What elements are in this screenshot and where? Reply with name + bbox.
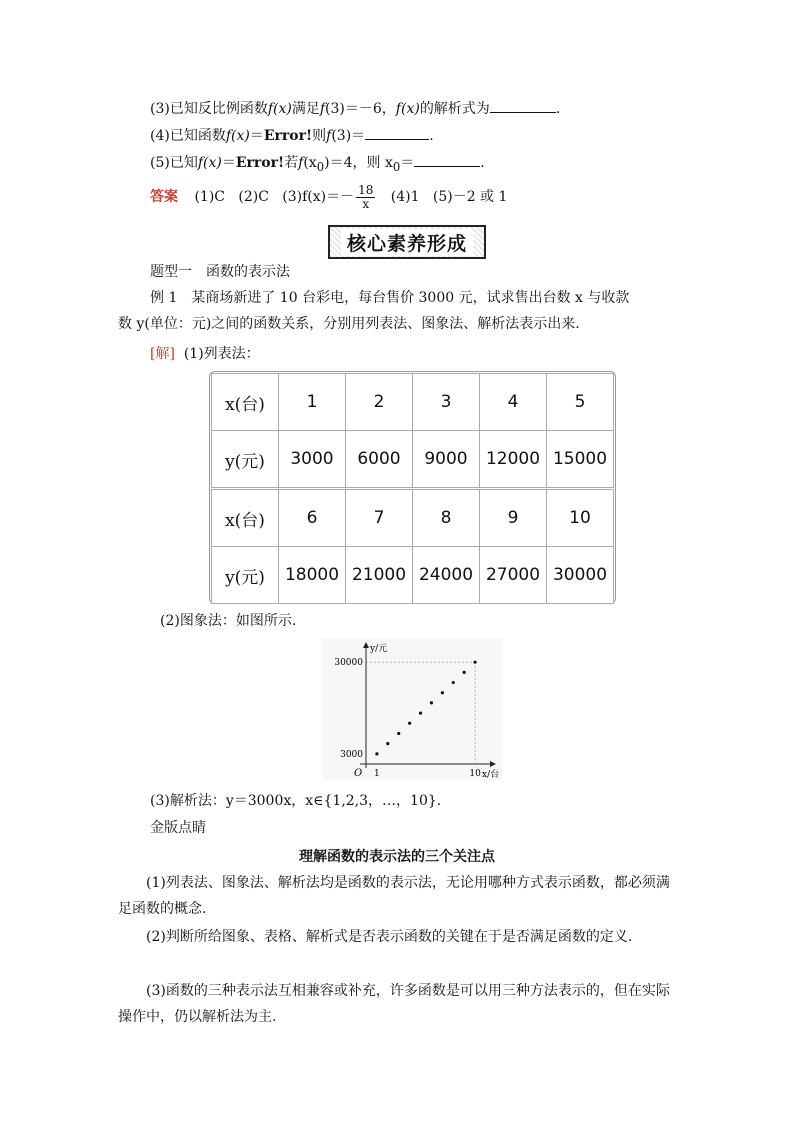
data-point xyxy=(473,661,476,664)
table-row xyxy=(212,490,614,547)
question-4: (4)已知函数f(x)＝Error!则f(3)＝ . xyxy=(150,125,434,146)
point-1: (1)列表法、图象法、解析法均是函数的表示法，无论用哪种方式表示函数，都必须满足函数的概念. xyxy=(118,875,670,917)
data-point xyxy=(375,752,378,755)
y-tick-label: 3000 xyxy=(340,749,363,760)
answer-line: 答案 (1)C (2)C (3)f(x)＝－ $\frac{18}{x}$ (4)1 (5)－2 或 1 xyxy=(150,182,508,211)
y-header: y(元) xyxy=(212,547,279,604)
x-axis-label: x/台 xyxy=(482,770,500,780)
y-axis-label: y/元 xyxy=(370,644,388,654)
solution-bracket: [解] xyxy=(150,346,175,362)
x-header: x(台) xyxy=(212,374,279,431)
point-3: (3)函数的三种表示法互相兼容或补充，许多函数是可以用三种方法表示的，但在实际操作中，仍以解析法为主. xyxy=(118,983,670,1025)
data-point xyxy=(397,732,400,735)
x-tick-label: 10 xyxy=(469,769,481,779)
question-5: (5)已知f(x)＝Error!若$f(x_0)=4$，则 $x_0=$ . xyxy=(150,152,485,177)
table-cell: 15000 xyxy=(547,431,614,488)
data-point xyxy=(452,681,455,684)
method-2: (2)图象法：如图所示. xyxy=(160,613,297,629)
answer-blank[interactable] xyxy=(365,125,429,140)
table-cell: 27000 xyxy=(480,547,547,604)
table-cell: 1 xyxy=(279,374,346,431)
fraction: $\frac{18}{x}$ xyxy=(358,182,374,211)
table-cell: 3 xyxy=(413,374,480,431)
question-3: (3)已知反比例函数f(x)满足f(3)＝－6，f(x)的解析式为 . xyxy=(150,98,560,119)
y-tick-label: 30000 xyxy=(334,658,363,669)
scatter-chart xyxy=(322,638,502,780)
table-row xyxy=(212,374,614,431)
points-title: 理解函数的表示法的三个关注点 xyxy=(299,849,495,865)
section-banner: 核心素养形成 xyxy=(328,225,486,259)
data-point xyxy=(441,691,444,694)
y-header: y(元) xyxy=(212,431,279,488)
table-cell: 6 xyxy=(279,490,346,547)
answer-label: 答案 xyxy=(150,189,178,205)
table-cell: 9 xyxy=(480,490,547,547)
table-cell: 6000 xyxy=(346,431,413,488)
section-title: 题型一 函数的表示法 xyxy=(150,264,290,280)
jinban-heading: 金版点睛 xyxy=(150,820,206,836)
table-cell: 21000 xyxy=(346,547,413,604)
table-cell: 30000 xyxy=(547,547,614,604)
data-point xyxy=(386,742,389,745)
table-cell: 8 xyxy=(413,490,480,547)
origin-label: O xyxy=(354,768,363,779)
value-table-1 xyxy=(211,373,614,488)
table-cell: 3000 xyxy=(279,431,346,488)
table-row xyxy=(212,547,614,604)
answer-blank[interactable] xyxy=(490,98,556,113)
table-cell: 12000 xyxy=(480,431,547,488)
data-point xyxy=(419,711,422,714)
x-header: x(台) xyxy=(212,490,279,547)
value-table-2 xyxy=(211,489,614,604)
table-cell: 5 xyxy=(547,374,614,431)
table-cell: 24000 xyxy=(413,547,480,604)
data-point xyxy=(463,671,466,674)
table-cell: 4 xyxy=(480,374,547,431)
table-row xyxy=(212,431,614,488)
table-cell: 7 xyxy=(346,490,413,547)
table-cell: 10 xyxy=(547,490,614,547)
solution-heading: [解] (1)列表法： xyxy=(150,346,260,362)
table-cell: 9000 xyxy=(413,431,480,488)
method-3: (3)解析法：y＝3000x，x∈{1,2,3，…，10}. xyxy=(150,793,442,809)
data-point xyxy=(430,701,433,704)
example-line-1: 例 1 某商场新进了 10 台彩电，每台售价 3000 元，试求售出台数 x 与收款 xyxy=(150,290,630,306)
x-tick-label: 1 xyxy=(374,769,380,779)
data-point xyxy=(408,722,411,725)
answer-blank[interactable] xyxy=(414,152,480,167)
table-cell: 2 xyxy=(346,374,413,431)
table-cell: 18000 xyxy=(279,547,346,604)
point-2: (2)判断所给图象、表格、解析式是否表示函数的关键在于是否满足函数的定义. xyxy=(146,929,633,945)
example-line-2: 数 y(单位：元)之间的函数关系，分别用列表法、图象法、解析法表示出来. xyxy=(118,316,580,332)
